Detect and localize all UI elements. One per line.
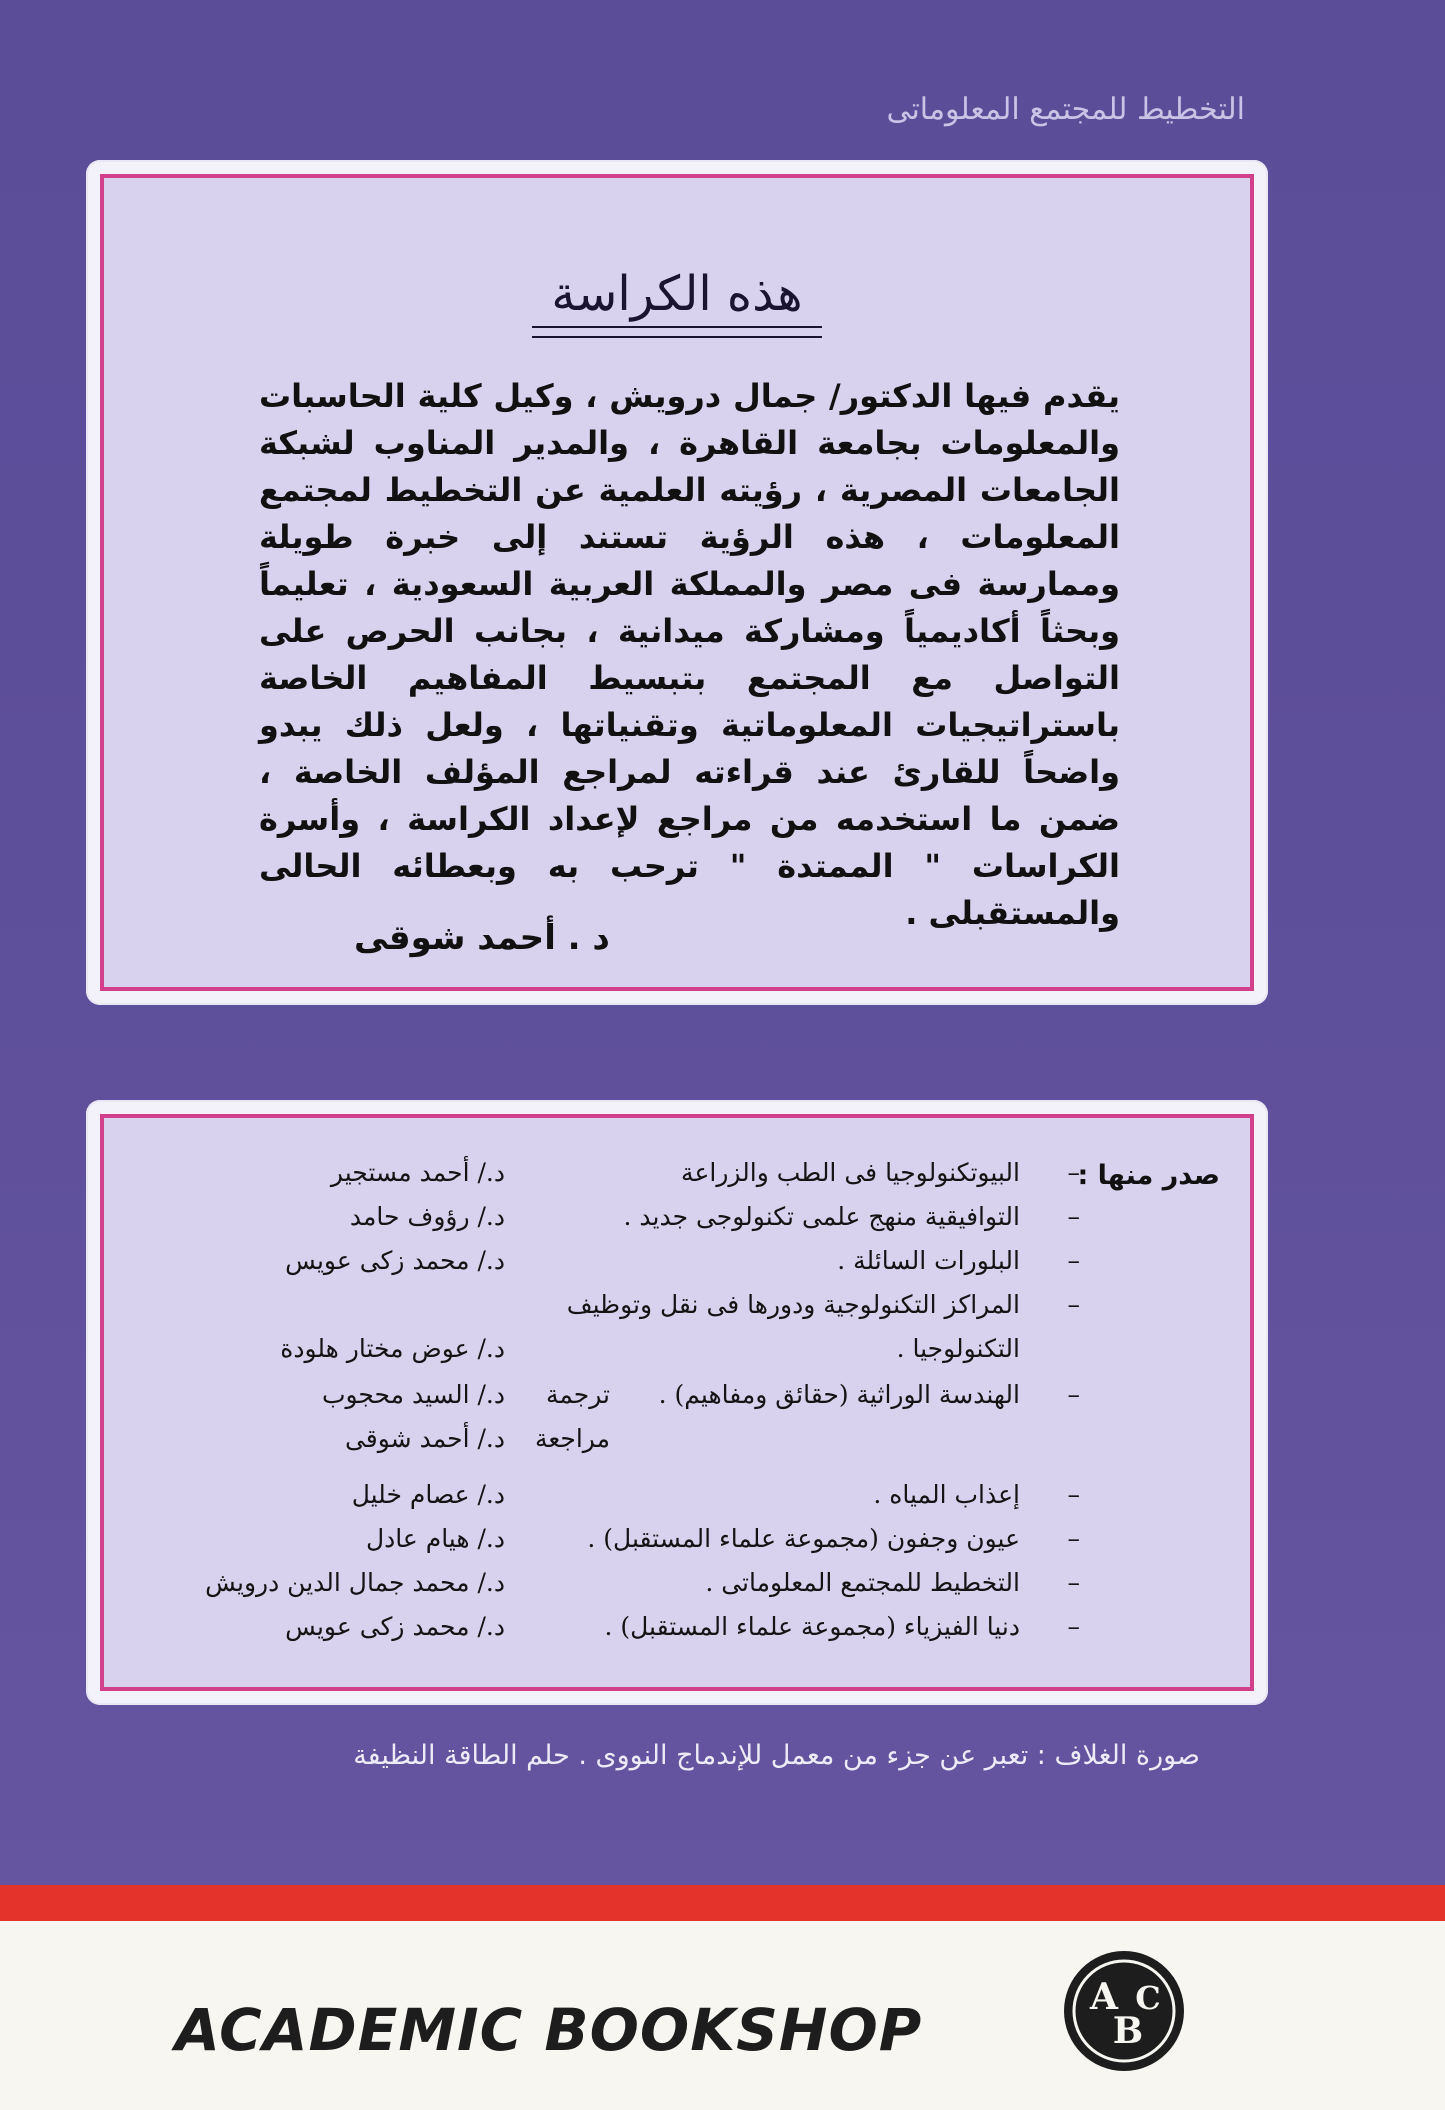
intro-card xyxy=(86,160,1268,1005)
issued-row-title: المراكز التكنولوجية ودورها فى نقل وتوظيف xyxy=(566,1290,1020,1319)
issued-title-row xyxy=(104,1480,1250,1524)
issued-row-dash: – xyxy=(1067,1158,1080,1187)
issued-title-row xyxy=(104,1290,1250,1334)
issued-row-dash: – xyxy=(1067,1524,1080,1553)
issued-title-row xyxy=(104,1380,1250,1424)
issued-row-author: د./ رؤوف حامد xyxy=(349,1202,505,1231)
issued-title-row xyxy=(104,1524,1250,1568)
issued-row-author: د./ هيام عادل xyxy=(365,1524,505,1553)
issued-row-author: د./ عوض مختار هلودة xyxy=(280,1334,505,1363)
cover-caption: صورة الغلاف : تعبر عن جزء من معمل للإندماج النووى . حلم الطاقة النظيفة xyxy=(353,1740,1200,1771)
issued-title-row xyxy=(104,1202,1250,1246)
issued-row-dash: – xyxy=(1067,1246,1080,1275)
issued-title-row xyxy=(104,1158,1250,1202)
issued-row-dash: – xyxy=(1067,1612,1080,1641)
running-title: التخطيط للمجتمع المعلوماتى xyxy=(886,92,1245,127)
intro-card-frame xyxy=(100,174,1254,991)
issued-card-frame xyxy=(100,1114,1254,1691)
issued-label: صدر منها : xyxy=(1077,1160,1220,1191)
publisher-footer xyxy=(0,1921,1445,2110)
issued-row-dash: – xyxy=(1067,1290,1080,1319)
issued-titles-card xyxy=(86,1100,1268,1705)
issued-row-title: التكنولوجيا . xyxy=(896,1334,1020,1363)
issued-row-author: د./ عصام خليل xyxy=(351,1480,505,1509)
issued-row-title: عيون وجفون (مجموعة علماء المستقبل) . xyxy=(587,1524,1020,1553)
issued-row-author: د./ محمد جمال الدين درويش xyxy=(205,1568,505,1597)
heading-underline xyxy=(532,326,822,338)
signature: د . أحمد شوقى xyxy=(354,918,610,958)
issued-row-title: إعذاب المياه . xyxy=(873,1480,1020,1509)
publisher-name: ACADEMIC BOOKSHOP xyxy=(175,1996,923,2064)
intro-paragraph: يقدم فيها الدكتور/ جمال درويش ، وكيل كلية الحاسبات والمعلومات بجامعة القاهرة ، والمدير المناوب لشبكة الجامعات المصرية ، رؤيته العلمية عن التخطيط لمجتمع المعلومات ، هذه الرؤية تستند إلى خبرة طويلة وممارسة فى مصر والمملكة العربية السعودية ، تعليماً وبحثاً أكاديمياً ومشاركة ميدانية ، بجانب الحرص على التواصل مع المجتمع بتبسيط المفاهيم الخاصة باستراتيجيات المعلوماتية وتقنياتها ، ولعل ذلك يبدو واضحاً للقارئ عند قراءته لمراجع المؤلف الخاصة ، ضمن ما استخدمه من مراجع لإعداد الكراسة ، وأسرة الكراسات " الممتدة " ترحب به وبعطائه الحالى والمستقبلى . xyxy=(259,377,1120,932)
intro-heading xyxy=(104,266,1250,338)
issued-row-dash: – xyxy=(1067,1380,1080,1409)
svg-text:B: B xyxy=(1112,2010,1144,2052)
issued-title-row xyxy=(104,1568,1250,1612)
issued-row-author: د./ السيد محجوب xyxy=(321,1380,505,1409)
publisher-logo-icon xyxy=(1060,1947,1188,2075)
issued-row-author: د./ محمد زكى عويس xyxy=(285,1612,505,1641)
issued-row-author: د./ أحمد مستجير xyxy=(330,1158,505,1187)
svg-text:C: C xyxy=(1135,1979,1161,2017)
issued-row-role: ترجمة xyxy=(545,1380,610,1409)
issued-row-author: د./ أحمد شوقى xyxy=(344,1424,505,1453)
issued-title-row xyxy=(104,1612,1250,1656)
issued-title-row xyxy=(104,1424,1250,1468)
svg-text:A: A xyxy=(1090,1976,1118,2018)
issued-row-author: د./ محمد زكى عويس xyxy=(285,1246,505,1275)
issued-row-title: البلورات السائلة . xyxy=(837,1246,1020,1275)
issued-row-title: التوافيقية منهج علمى تكنولوجى جديد . xyxy=(623,1202,1020,1231)
issued-row-title: دنيا الفيزياء (مجموعة علماء المستقبل) . xyxy=(604,1612,1020,1641)
issued-row-title: التخطيط للمجتمع المعلوماتى . xyxy=(705,1568,1020,1597)
issued-row-dash: – xyxy=(1067,1480,1080,1509)
intro-heading-text: هذه الكراسة xyxy=(551,266,803,322)
issued-title-row xyxy=(104,1334,1250,1378)
issued-title-row xyxy=(104,1246,1250,1290)
issued-row-dash: – xyxy=(1067,1202,1080,1231)
issued-row-title: الهندسة الوراثية (حقائق ومفاهيم) . xyxy=(658,1380,1020,1409)
red-band xyxy=(0,1885,1445,1921)
issued-row-title: البيوتكنولوجيا فى الطب والزراعة xyxy=(681,1158,1020,1187)
issued-titles-list xyxy=(104,1118,1250,1687)
issued-row-dash: – xyxy=(1067,1568,1080,1597)
issued-row-role: مراجعة xyxy=(534,1424,610,1453)
